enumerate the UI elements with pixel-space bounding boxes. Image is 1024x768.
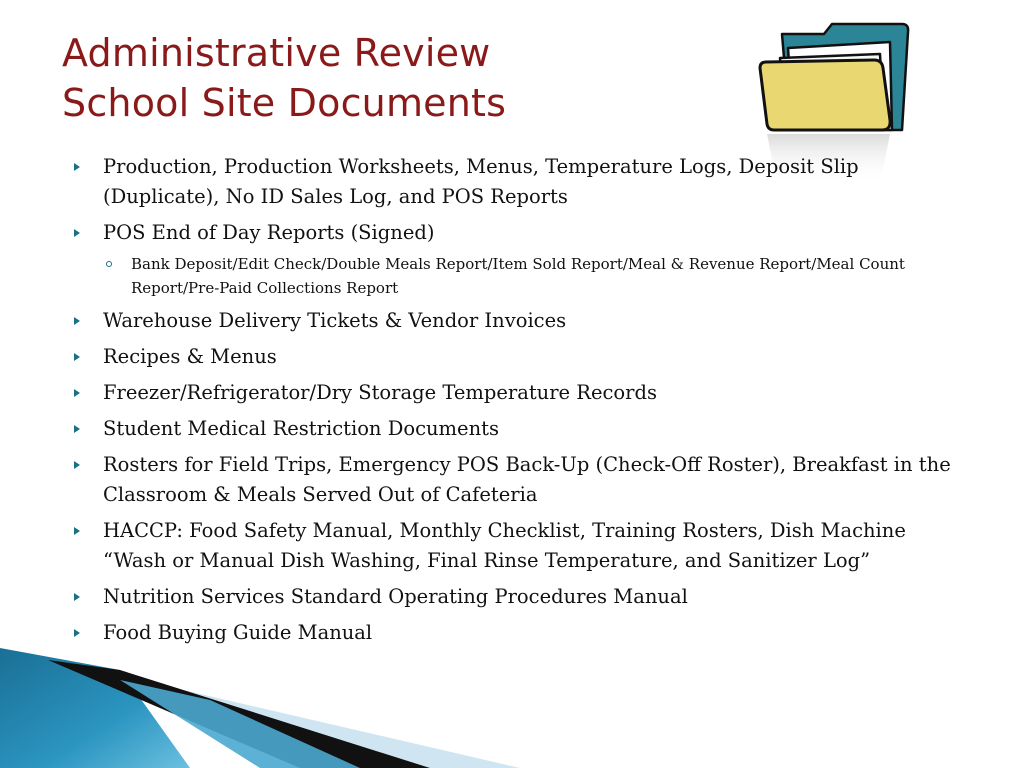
bullet-item	[72, 342, 972, 372]
bullet-text: Nutrition Services Standard Operating Procedures Manual	[103, 585, 688, 608]
bullet-item	[72, 218, 972, 300]
bullet-arrow-icon	[74, 593, 80, 601]
bullet-text: Production, Production Worksheets, Menus, Temperature Logs, Deposit Slip (Duplicate), No ID Sales Log, and POS Reports	[103, 155, 859, 208]
sub-bullet-list	[103, 252, 972, 300]
bullet-arrow-icon	[74, 229, 80, 237]
bullet-item	[72, 378, 972, 408]
title-line-1: Administrative Review	[62, 31, 491, 75]
bullet-arrow-icon	[74, 389, 80, 397]
bullet-item	[72, 152, 972, 212]
bullet-text: Warehouse Delivery Tickets & Vendor Invoices	[103, 309, 567, 332]
slide-title	[62, 28, 506, 128]
decorative-swoosh	[0, 620, 1024, 768]
sub-bullet-item	[103, 252, 972, 300]
bullet-text: Student Medical Restriction Documents	[103, 417, 499, 440]
bullet-text: Food Buying Guide Manual	[103, 621, 373, 644]
bullet-arrow-icon	[74, 317, 80, 325]
bullet-arrow-icon	[74, 425, 80, 433]
bullet-text: Rosters for Field Trips, Emergency POS Back-Up (Check-Off Roster), Breakfast in the Classroom & Meals Served Out of Cafeteria	[103, 453, 951, 506]
bullet-text: Freezer/Refrigerator/Dry Storage Temperature Records	[103, 381, 657, 404]
bullet-item	[72, 450, 972, 510]
bullet-text: Recipes & Menus	[103, 345, 277, 368]
bullet-arrow-icon	[74, 527, 80, 535]
bullet-item	[72, 516, 972, 576]
bullet-item	[72, 306, 972, 336]
bullet-arrow-icon	[74, 163, 80, 171]
title-line-2: School Site Documents	[62, 81, 507, 125]
bullet-list	[72, 152, 972, 654]
bullet-text: HACCP: Food Safety Manual, Monthly Checklist, Training Rosters, Dish Machine “Wash or Manual Dish Washing, Final Rinse Temperature, and Sanitizer Log”	[103, 519, 906, 572]
bullet-item	[72, 582, 972, 612]
bullet-text: POS End of Day Reports (Signed)	[103, 221, 435, 244]
bullet-arrow-icon	[74, 353, 80, 361]
bullet-item	[72, 414, 972, 444]
circle-bullet-icon	[106, 261, 112, 267]
sub-bullet-text: Bank Deposit/Edit Check/Double Meals Report/Item Sold Report/Meal & Revenue Report/Meal Count Report/Pre-Paid Collections Report	[131, 255, 905, 297]
bullet-arrow-icon	[74, 461, 80, 469]
